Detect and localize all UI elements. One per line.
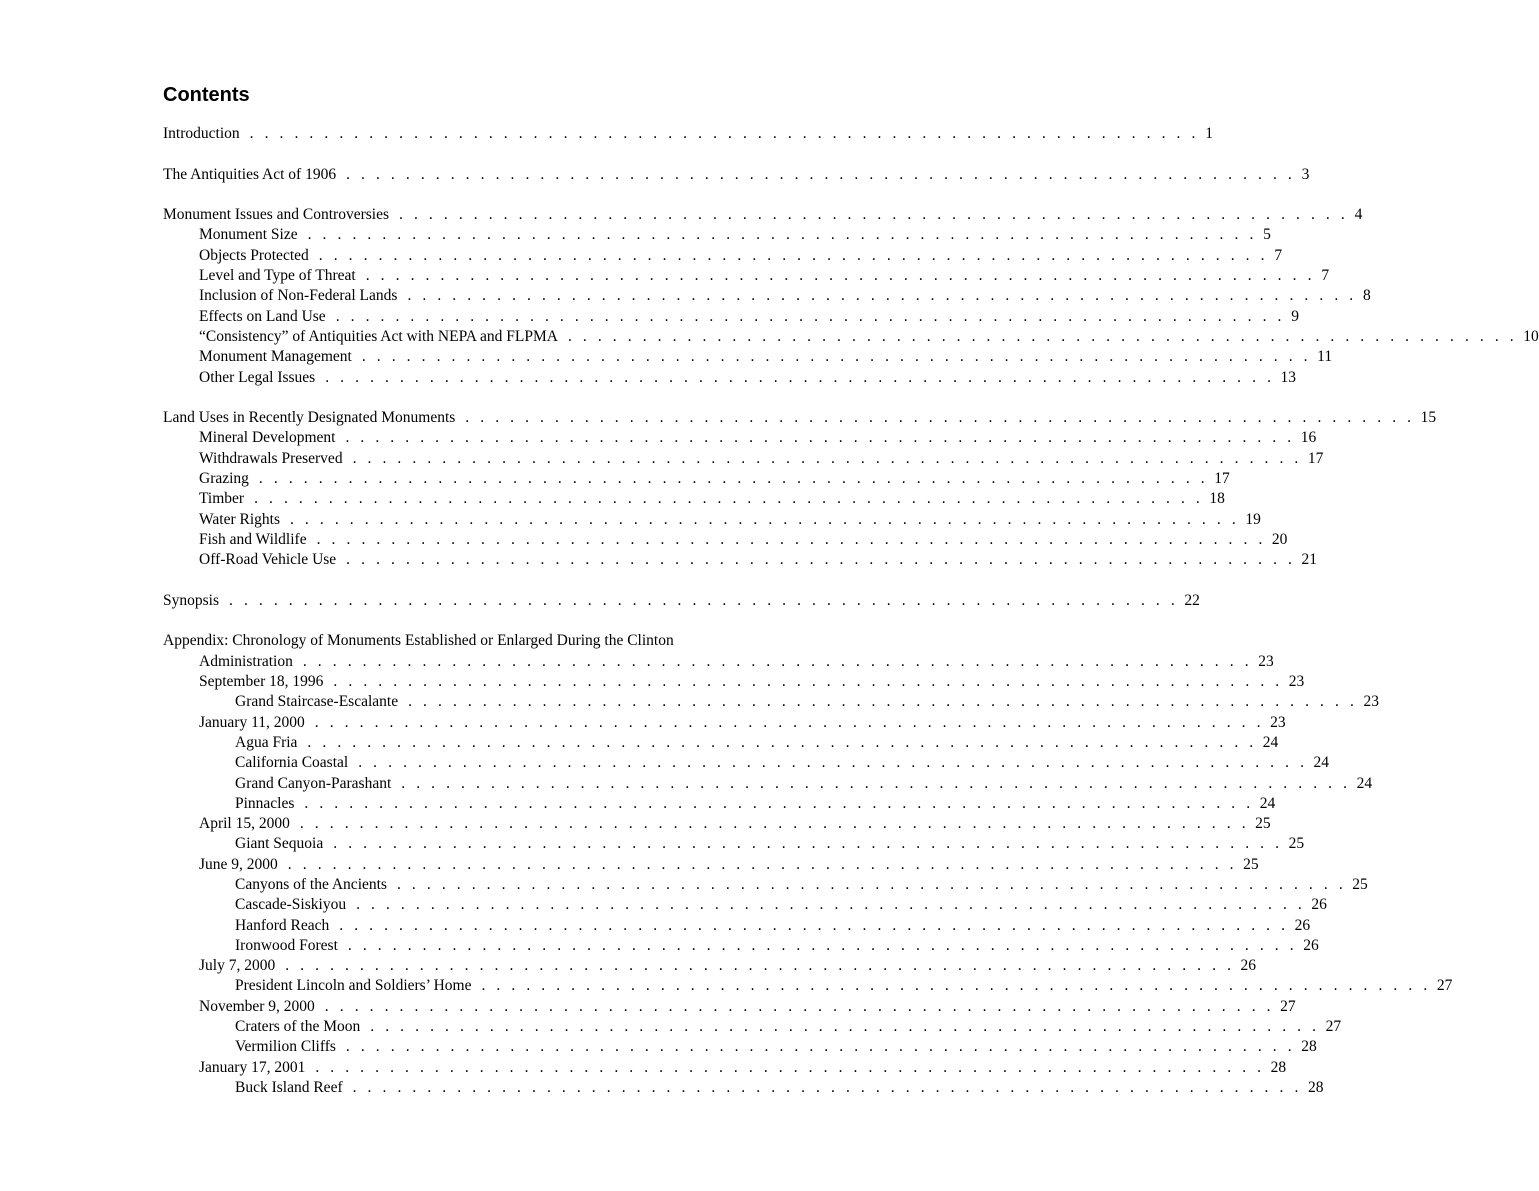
- toc-entry-page-number: 28: [1270, 1058, 1287, 1076]
- toc-entry-label: Cascade-Siskiyou: [235, 896, 347, 914]
- toc-entry-label: Withdrawals Preserved: [199, 449, 343, 467]
- toc-entry-label: Fish and Wildlife: [199, 530, 307, 548]
- toc-entry-label: July 7, 2000: [199, 957, 276, 975]
- document-page: [163, 82, 1539, 1098]
- toc-entry-page-number: 26: [1294, 916, 1311, 934]
- toc-entry-label: Buck Island Reef: [235, 1078, 343, 1096]
- dot-leader: . . . . . . . . . . . . . . . . . . . . . . . . . . . . . . . . . . . . . . . . . . . . . . . . . . . . . . . . . . . . . . . .: [302, 652, 1253, 670]
- toc-entry-page-number: 26: [1240, 957, 1257, 975]
- toc-entry-page-number: 25: [1255, 815, 1271, 833]
- dot-leader: . . . . . . . . . . . . . . . . . . . . . . . . . . . . . . . . . . . . . . . . . . . . . . . . . . . . . . . . . . . . . . . .: [365, 267, 1316, 285]
- toc-entry-label: Monument Management: [199, 348, 352, 366]
- toc-entry-page-number: 3: [1301, 165, 1310, 183]
- toc-entry-page-number: 19: [1245, 510, 1261, 528]
- dot-leader: . . . . . . . . . . . . . . . . . . . . . . . . . . . . . . . . . . . . . . . . . . . . . . . . . . . . . . . . . . . . . . . .: [315, 1058, 1265, 1076]
- toc-entry-page-number: 25: [1352, 875, 1368, 893]
- toc-entry-label: Objects Protected: [199, 246, 309, 264]
- dot-leader: . . . . . . . . . . . . . . . . . . . . . . . . . . . . . . . . . . . . . . . . . . . . . . . . . . . . . . . . . . . . . . . .: [465, 409, 1415, 427]
- toc-entry[interactable]: [163, 997, 1296, 1017]
- toc-entry-page-number: 8: [1363, 287, 1371, 305]
- dot-leader: . . . . . . . . . . . . . . . . . . . . . . . . . . . . . . . . . . . . . . . . . . . . . . . . . . . . . . . . . . . . . . . .: [346, 165, 1296, 183]
- toc-entry-label: California Coastal: [235, 754, 349, 772]
- dot-leader: . . . . . . . . . . . . . . . . . . . . . . . . . . . . . . . . . . . . . . . . . . . . . . . . . . . . . . . . . . . . . . . .: [333, 835, 1283, 853]
- table-of-contents: [163, 124, 1539, 1098]
- dot-leader: . . . . . . . . . . . . . . . . . . . . . . . . . . . . . . . . . . . . . . . . . . . . . . . . . . . . . . . . . . . . . . . .: [339, 916, 1289, 934]
- dot-leader: . . . . . . . . . . . . . . . . . . . . . . . . . . . . . . . . . . . . . . . . . . . . . . . . . . . . . . . . . . . . . . . .: [318, 246, 1269, 264]
- dot-leader: . . . . . . . . . . . . . . . . . . . . . . . . . . . . . . . . . . . . . . . . . . . . . . . . . . . . . . . . . . . . . . . .: [316, 530, 1266, 548]
- toc-entry[interactable]: [163, 692, 1379, 712]
- toc-entry-label: Timber: [199, 490, 245, 508]
- toc-entry-label: Level and Type of Threat: [199, 267, 356, 285]
- toc-entry[interactable]: [163, 307, 1300, 327]
- toc-entry-page-number: 23: [1288, 673, 1305, 691]
- toc-entry-label: Grazing: [199, 470, 249, 488]
- toc-entry[interactable]: [163, 205, 1363, 225]
- toc-entry[interactable]: [163, 631, 758, 651]
- toc-entry-page-number: 11: [1317, 348, 1333, 366]
- toc-entry-page-number: 27: [1280, 997, 1296, 1015]
- toc-entry-label: January 17, 2001: [199, 1058, 306, 1076]
- toc-entry[interactable]: [163, 855, 1259, 875]
- dot-leader: . . . . . . . . . . . . . . . . . . . . . . . . . . . . . . . . . . . . . . . . . . . . . . . . . . . . . . . . . . . . . . . .: [335, 307, 1286, 325]
- dot-leader: . . . . . . . . . . . . . . . . . . . . . . . . . . . . . . . . . . . . . . . . . . . . . . . . . . . . . . . . . . . . . . . .: [258, 470, 1209, 488]
- toc-entry-page-number: 13: [1280, 368, 1297, 386]
- toc-entry-page-number: 17: [1307, 449, 1324, 467]
- toc-entry-label: Effects on Land Use: [199, 307, 326, 325]
- dot-leader: . . . . . . . . . . . . . . . . . . . . . . . . . . . . . . . . . . . . . . . . . . . . . . . . . . . . . . . . . . . . . . . .: [347, 936, 1298, 954]
- dot-leader: . . . . . . . . . . . . . . . . . . . . . . . . . . . . . . . . . . . . . . . . . . . . . . . . . . . . . . . . . . . . . . . .: [352, 449, 1302, 467]
- toc-entry[interactable]: [163, 469, 1230, 489]
- toc-entry-label: Appendix: Chronology of Monuments Established or Enlarged During the Clinton: [163, 632, 674, 650]
- toc-entry-label: Agua Fria: [235, 733, 298, 751]
- page-title: Contents: [163, 84, 250, 106]
- toc-entry-label: President Lincoln and Soldiers’ Home: [235, 977, 472, 995]
- toc-entry-page-number: 20: [1271, 530, 1288, 548]
- toc-entry-label: Inclusion of Non-Federal Lands: [199, 287, 398, 305]
- toc-entry-label: Monument Size: [199, 226, 298, 244]
- toc-entry-label: Hanford Reach: [235, 916, 330, 934]
- toc-entry-page-number: 15: [1420, 409, 1437, 427]
- dot-leader: . . . . . . . . . . . . . . . . . . . . . . . . . . . . . . . . . . . . . . . . . . . . . . . . . . . . . . . . . . . . . . . .: [299, 815, 1250, 833]
- toc-entry[interactable]: [163, 1017, 1342, 1037]
- dot-leader: . . . . . . . . . . . . . . . . . . . . . . . . . . . . . . . . . . . . . . . . . . . . . . . . . . . . . . . . . . . . . . . .: [229, 591, 1179, 609]
- toc-entry[interactable]: [163, 550, 1317, 570]
- toc-entry-label: Land Uses in Recently Designated Monuments: [163, 409, 456, 427]
- toc-entry-page-number: 7: [1274, 246, 1283, 264]
- toc-entry[interactable]: [163, 713, 1286, 733]
- toc-entry-label: Off-Road Vehicle Use: [199, 551, 337, 569]
- toc-entry[interactable]: [163, 489, 1225, 509]
- dot-leader: . . . . . . . . . . . . . . . . . . . . . . . . . . . . . . . . . . . . . . . . . . . . . . . . . . . . . . . . . . . . . . . .: [399, 206, 1349, 224]
- toc-entry-page-number: 10: [1523, 327, 1539, 345]
- dot-leader: . . . . . . . . . . . . . . . . . . . . . . . . . . . . . . . . . . . . . . . . . . . . . . . . . . . . . . . . . . . . . . . .: [352, 1078, 1302, 1096]
- toc-entry[interactable]: [163, 916, 1311, 936]
- toc-entry-label: January 11, 2000: [199, 713, 305, 731]
- toc-entry[interactable]: [163, 875, 1368, 895]
- toc-entry-page-number: 25: [1288, 835, 1305, 853]
- dot-leader: . . . . . . . . . . . . . . . . . . . . . . . . . . . . . . . . . . . . . . . . . . . . . . . . . . . . . . . . . . . . . . . .: [307, 733, 1257, 751]
- toc-entry-page-number: 23: [1363, 693, 1379, 711]
- toc-entry[interactable]: [163, 834, 1305, 854]
- toc-entry[interactable]: [163, 165, 1310, 185]
- dot-leader: . . . . . . . . . . . . . . . . . . . . . . . . . . . . . . . . . . . . . . . . . . . . . . . . . . . . . . . . . . . . . . . .: [401, 774, 1351, 792]
- toc-entry[interactable]: [163, 266, 1330, 286]
- toc-entry[interactable]: [163, 368, 1297, 388]
- toc-entry-page-number: 21: [1301, 551, 1317, 569]
- toc-entry[interactable]: [163, 774, 1373, 794]
- toc-entry[interactable]: [163, 327, 1539, 347]
- dot-leader: . . . . . . . . . . . . . . . . . . . . . . . . . . . . . . . . . . . . . . . . . . . . . . . . . . . . . . . . . . . . . . . .: [345, 1038, 1296, 1056]
- toc-entry-label: Grand Canyon-Parashant: [235, 774, 392, 792]
- dot-leader: . . . . . . . . . . . . . . . . . . . . . . . . . . . . . . . . . . . . . . . . . . . . . . . . . . . . . . . . . . . . . . . .: [325, 368, 1275, 386]
- toc-entry-label: Monument Issues and Controversies: [163, 206, 390, 224]
- toc-entry-label: April 15, 2000: [199, 815, 290, 833]
- toc-entry-page-number: 7: [1321, 267, 1330, 285]
- toc-entry[interactable]: [163, 733, 1279, 753]
- toc-entry-label: November 9, 2000: [199, 997, 315, 1015]
- dot-leader: . . . . . . . . . . . . . . . . . . . . . . . . . . . . . . . . . . . . . . . . . . . . . . . . . . . . . . . . . . . . . . . .: [254, 490, 1204, 508]
- toc-entry-label: Introduction: [163, 125, 240, 142]
- toc-entry[interactable]: [163, 976, 1453, 996]
- dot-leader: . . . . . . . . . . . . . . . . . . . . . . . . . . . . . . . . . . . . . . . . . . . . . . . . . . . . . . . . . . . . . . . .: [289, 510, 1240, 528]
- dot-leader: . . . . . . . . . . . . . . . . . . . . . . . . . . . . . . . . . . . . . . . . . . . . . . . . . . . . . . . . . . . . . . . .: [333, 673, 1283, 691]
- toc-entry[interactable]: [163, 895, 1327, 915]
- toc-entry[interactable]: [163, 591, 1200, 611]
- toc-entry-page-number: 5: [1263, 226, 1271, 244]
- toc-entry[interactable]: [163, 530, 1288, 550]
- toc-entry-label: June 9, 2000: [199, 855, 278, 873]
- toc-entry-page-number: 9: [1291, 307, 1300, 325]
- dot-leader: . . . . . . . . . . . . . . . . . . . . . . . . . . . . . . . . . . . . . . . . . . . . . . . . . . . . . . . . . . . . . . . .: [307, 226, 1257, 244]
- toc-entry-label: Vermilion Cliffs: [235, 1038, 336, 1056]
- toc-entry-label: Ironwood Forest: [235, 936, 338, 954]
- toc-entry-label: Grand Staircase-Escalante: [235, 693, 399, 711]
- dot-leader: . . . . . . . . . . . . . . . . . . . . . . . . . . . . . . . . . . . . . . . . . . . . . . . . . . . . . . . . . . . . . . . .: [314, 713, 1265, 731]
- toc-entry[interactable]: [163, 1058, 1287, 1078]
- toc-entry[interactable]: [163, 286, 1371, 306]
- toc-entry[interactable]: [163, 672, 1305, 692]
- toc-entry-label: Synopsis: [163, 591, 219, 609]
- toc-entry-label: Giant Sequoia: [235, 835, 324, 853]
- toc-entry-label: Water Rights: [199, 510, 280, 528]
- toc-entry[interactable]: [163, 753, 1330, 773]
- toc-entry-page-number: 26: [1311, 896, 1327, 914]
- toc-entry[interactable]: [163, 794, 1276, 814]
- toc-entry-page-number: 24: [1313, 754, 1330, 772]
- toc-entry-page-number: 16: [1300, 429, 1317, 447]
- toc-entry[interactable]: [163, 428, 1317, 448]
- dot-leader: . . . . . . . . . . . . . . . . . . . . . . . . . . . . . . . . . . . . . . . . . . . . . . . . . . . . . . . . . . . . . . . .: [304, 794, 1254, 812]
- toc-entry-page-number: 27: [1436, 977, 1453, 995]
- toc-entry-page-number: 23: [1270, 713, 1286, 731]
- toc-entry-page-number: 26: [1303, 936, 1319, 954]
- toc-entry[interactable]: [163, 449, 1324, 469]
- dot-leader: . . . . . . . . . . . . . . . . . . . . . . . . . . . . . . . . . . . . . . . . . . . . . . . . . . . . . . . . . . . . . . . .: [361, 348, 1312, 366]
- toc-entry-page-number: 4: [1354, 206, 1363, 224]
- dot-leader: . . . . . . . . . . . . . . . . . . . . . . . . . . . . . . . . . . . . . . . . . . . . . . . . . . . . . . . . . . . . . . . .: [407, 287, 1357, 305]
- toc-entry-page-number: 23: [1258, 652, 1274, 670]
- dot-leader: . . . . . . . . . . . . . . . . . . . . . . . . . . . . . . . . . . . . . . . . . . . . . . . . . . . . . . . . . . . . . . . .: [358, 754, 1308, 772]
- toc-entry-label: Craters of the Moon: [235, 1018, 361, 1036]
- toc-entry[interactable]: [163, 124, 1213, 144]
- dot-leader: . . . . . . . . . . . . . . . . . . . . . . . . . . . . . . . . . . . . . . . . . . . . . . . . . . . . . . . . . . . . . . . .: [285, 957, 1235, 975]
- toc-entry-page-number: 28: [1307, 1078, 1324, 1096]
- toc-entry-page-number: 24: [1259, 794, 1276, 812]
- toc-entry-label: Other Legal Issues: [199, 368, 316, 386]
- toc-entry-label: Mineral Development: [199, 429, 336, 447]
- toc-entry-page-number: 28: [1301, 1038, 1317, 1056]
- dot-leader: . . . . . . . . . . . . . . . . . . . . . . . . . . . . . . . . . . . . . . . . . . . . . . . . . . . . . . . . . . . . . . . .: [567, 327, 1518, 345]
- toc-entry[interactable]: [163, 246, 1283, 266]
- toc-entry-label: Administration: [199, 652, 293, 670]
- toc-entry-page-number: 22: [1184, 591, 1200, 609]
- dot-leader: . . . . . . . . . . . . . . . . . . . . . . . . . . . . . . . . . . . . . . . . . . . . . . . . . . . . . . . . . . . . . . . .: [396, 875, 1347, 893]
- toc-entry-page-number: 25: [1243, 855, 1259, 873]
- toc-entry[interactable]: [163, 936, 1319, 956]
- dot-leader: . . . . . . . . . . . . . . . . . . . . . . . . . . . . . . . . . . . . . . . . . . . . . . . . . . . . . . . . . . . . . . . .: [408, 693, 1358, 711]
- toc-entry-label: The Antiquities Act of 1906: [163, 165, 337, 183]
- toc-entry-label: “Consistency” of Antiquities Act with NEPA and FLPMA: [199, 327, 558, 345]
- dot-leader: . . . . . . . . . . . . . . . . . . . . . . . . . . . . . . . . . . . . . . . . . . . . . . . . . . . . . . . . . . . . . . . .: [324, 997, 1275, 1015]
- toc-entry[interactable]: [163, 1078, 1324, 1098]
- toc-entry-label: September 18, 1996: [199, 673, 324, 691]
- dot-leader: . . . . . . . . . . . . . . . . . . . . . . . . . . . . . . . . . . . . . . . . . . . . . . . . . . . . . . . . . . . . . . . .: [481, 977, 1431, 995]
- dot-leader: . . . . . . . . . . . . . . . . . . . . . . . . . . . . . . . . . . . . . . . . . . . . . . . . . . . . . . . . . . . . . . . .: [356, 896, 1306, 914]
- toc-entry-page-number: 18: [1209, 490, 1225, 508]
- toc-entry-page-number: 27: [1325, 1018, 1342, 1036]
- dot-leader: . . . . . . . . . . . . . . . . . . . . . . . . . . . . . . . . . . . . . . . . . . . . . . . . . . . . . . . . . . . . . . . .: [346, 551, 1296, 569]
- toc-entry[interactable]: [163, 1037, 1317, 1057]
- dot-leader: . . . . . . . . . . . . . . . . . . . . . . . . . . . . . . . . . . . . . . . . . . . . . . . . . . . . . . . . . . . . . . . .: [345, 429, 1295, 447]
- dot-leader: . . . . . . . . . . . . . . . . . . . . . . . . . . . . . . . . . . . . . . . . . . . . . . . . . . . . . . . . . . . . . . . .: [370, 1018, 1320, 1036]
- toc-entry[interactable]: [163, 652, 1274, 672]
- toc-entry[interactable]: [163, 347, 1333, 367]
- toc-entry-label: Pinnacles: [235, 794, 295, 812]
- toc-entry-page-number: 1: [1205, 125, 1213, 142]
- toc-entry-label: Canyons of the Ancients: [235, 875, 387, 893]
- toc-entry[interactable]: [163, 956, 1257, 976]
- toc-entry-page-number: 24: [1356, 774, 1373, 792]
- toc-entry[interactable]: [163, 814, 1271, 834]
- dot-leader: . . . . . . . . . . . . . . . . . . . . . . . . . . . . . . . . . . . . . . . . . . . . . . . . . . . . . . . . . . . . . . . .: [287, 855, 1238, 873]
- toc-entry-page-number: 24: [1262, 733, 1279, 751]
- toc-entry[interactable]: [163, 510, 1261, 530]
- dot-leader: . . . . . . . . . . . . . . . . . . . . . . . . . . . . . . . . . . . . . . . . . . . . . . . . . . . . . . . . . . . . . . . .: [249, 125, 1199, 142]
- toc-entry[interactable]: [163, 225, 1271, 245]
- toc-entry-page-number: 17: [1214, 470, 1230, 488]
- toc-entry[interactable]: [163, 408, 1437, 428]
